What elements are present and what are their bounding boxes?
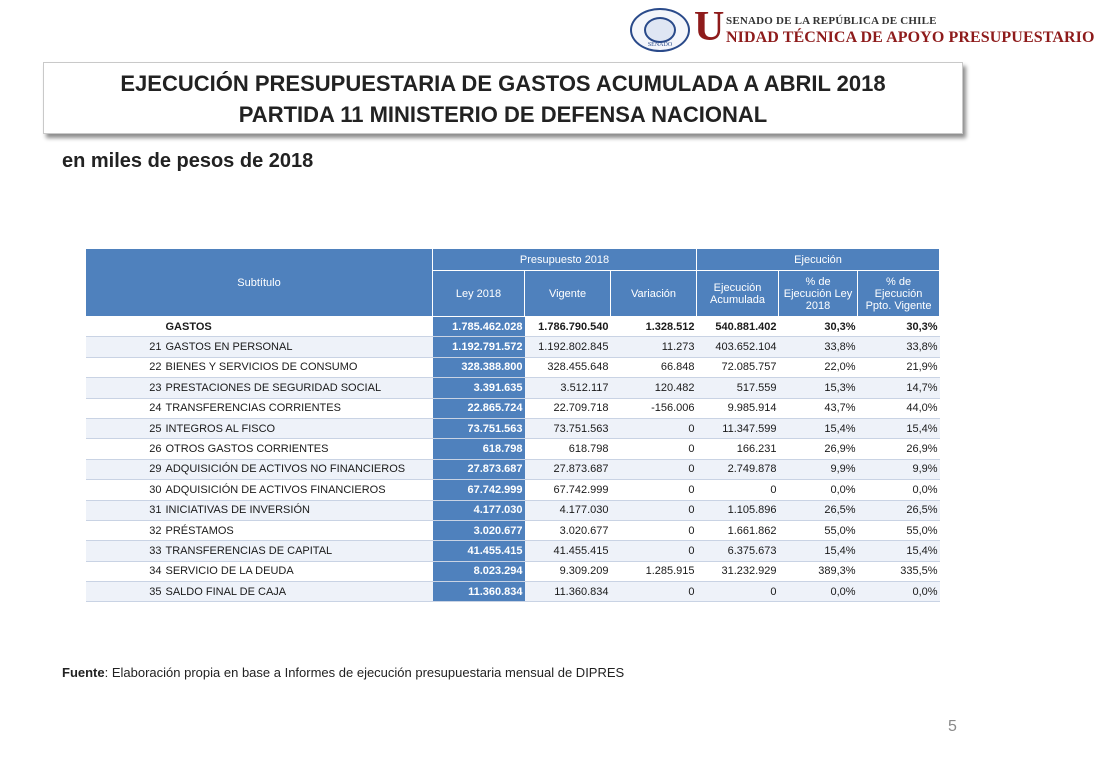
row-vigente: 3.512.117 [525,378,611,398]
budget-execution-table [85,248,940,602]
row-pct-vigente: 335,5% [858,561,940,581]
row-variacion: 66.848 [611,357,697,377]
brand-unit-name: NIDAD TÉCNICA DE APOYO PRESUPUESTARIO [726,29,1095,46]
row-ejecucion-acumulada: 2.749.878 [697,459,779,479]
row-code: 29 [86,459,164,479]
row-ejecucion-acumulada: 72.085.757 [697,357,779,377]
row-name: INTEGROS AL FISCO [164,418,433,438]
table-row [86,582,940,602]
row-ejecucion-acumulada: 11.347.599 [697,418,779,438]
units-subtitle: en miles de pesos de 2018 [62,150,314,172]
row-pct-ley: 0,0% [779,582,858,602]
row-ley-2018: 8.023.294 [433,561,525,581]
row-vigente: 618.798 [525,439,611,459]
row-pct-ley: 33,8% [779,337,858,357]
row-variacion: 0 [611,459,697,479]
row-pct-vigente: 0,0% [858,480,940,500]
row-name: OTROS GASTOS CORRIENTES [164,439,433,459]
brand-initial: U [694,4,725,50]
row-variacion: 1.328.512 [611,317,697,337]
row-pct-vigente: 0,0% [858,582,940,602]
seal-emblem [644,17,676,43]
row-pct-ley: 0,0% [779,480,858,500]
row-ley-2018: 73.751.563 [433,418,525,438]
header-variacion: Variación [611,271,697,317]
header-ejecucion-acumulada: Ejecución Acumulada [697,271,779,317]
table-row [86,357,940,377]
row-pct-ley: 30,3% [779,317,858,337]
row-pct-ley: 15,3% [779,378,858,398]
row-pct-vigente: 15,4% [858,418,940,438]
row-pct-ley: 15,4% [779,541,858,561]
row-ley-2018: 3.020.677 [433,520,525,540]
table-body [86,317,940,602]
row-name: PRESTACIONES DE SEGURIDAD SOCIAL [164,378,433,398]
row-ejecucion-acumulada: 9.985.914 [697,398,779,418]
row-ley-2018: 67.742.999 [433,480,525,500]
row-vigente: 9.309.209 [525,561,611,581]
row-pct-vigente: 26,9% [858,439,940,459]
row-ley-2018: 3.391.635 [433,378,525,398]
row-name: TRANSFERENCIAS CORRIENTES [164,398,433,418]
header-presupuesto: Presupuesto 2018 [433,249,697,271]
table-row [86,520,940,540]
table-row [86,459,940,479]
row-ley-2018: 328.388.800 [433,357,525,377]
row-ejecucion-acumulada: 540.881.402 [697,317,779,337]
row-pct-ley: 15,4% [779,418,858,438]
header-ley: Ley 2018 [433,271,525,317]
row-code [86,317,164,337]
page-number: 5 [948,718,957,735]
row-vigente: 3.020.677 [525,520,611,540]
table-row [86,541,940,561]
row-code: 32 [86,520,164,540]
header-pct-vigente: % de Ejecución Ppto. Vigente [858,271,940,317]
row-pct-ley: 26,5% [779,500,858,520]
table-row [86,398,940,418]
row-name: ADQUISICIÓN DE ACTIVOS FINANCIEROS [164,480,433,500]
header-pct-ley: % de Ejecución Ley 2018 [779,271,858,317]
row-variacion: -156.006 [611,398,697,418]
row-ley-2018: 618.798 [433,439,525,459]
row-pct-ley: 55,0% [779,520,858,540]
brand-institution: SENADO DE LA REPÚBLICA DE CHILE [726,15,937,27]
senado-seal-logo [630,8,692,54]
header-ejecucion: Ejecución [697,249,940,271]
row-ejecucion-acumulada: 31.232.929 [697,561,779,581]
row-code: 21 [86,337,164,357]
header-subtitulo: Subtítulo [86,249,433,317]
source-note [62,665,624,680]
row-variacion: 120.482 [611,378,697,398]
row-name: INICIATIVAS DE INVERSIÓN [164,500,433,520]
table-row [86,439,940,459]
row-ejecucion-acumulada: 517.559 [697,378,779,398]
row-name: GASTOS EN PERSONAL [164,337,433,357]
row-vigente: 1.192.802.845 [525,337,611,357]
row-pct-vigente: 55,0% [858,520,940,540]
row-code: 22 [86,357,164,377]
row-code: 25 [86,418,164,438]
row-vigente: 328.455.648 [525,357,611,377]
row-name: BIENES Y SERVICIOS DE CONSUMO [164,357,433,377]
table-row [86,378,940,398]
row-variacion: 0 [611,582,697,602]
row-ley-2018: 4.177.030 [433,500,525,520]
row-ley-2018: 11.360.834 [433,582,525,602]
table-row [86,561,940,581]
row-variacion: 0 [611,541,697,561]
row-name: SERVICIO DE LA DEUDA [164,561,433,581]
row-name: PRÉSTAMOS [164,520,433,540]
row-vigente: 41.455.415 [525,541,611,561]
row-code: 33 [86,541,164,561]
seal-text: SENADO [647,42,673,48]
row-pct-vigente: 21,9% [858,357,940,377]
row-code: 31 [86,500,164,520]
row-name: TRANSFERENCIAS DE CAPITAL [164,541,433,561]
row-code: 23 [86,378,164,398]
row-ley-2018: 22.865.724 [433,398,525,418]
row-vigente: 73.751.563 [525,418,611,438]
row-vigente: 11.360.834 [525,582,611,602]
row-pct-ley: 389,3% [779,561,858,581]
row-vigente: 27.873.687 [525,459,611,479]
row-ley-2018: 1.192.791.572 [433,337,525,357]
row-pct-vigente: 15,4% [858,541,940,561]
row-vigente: 22.709.718 [525,398,611,418]
row-variacion: 0 [611,500,697,520]
row-variacion: 0 [611,480,697,500]
row-code: 35 [86,582,164,602]
row-ejecucion-acumulada: 166.231 [697,439,779,459]
row-ejecucion-acumulada: 0 [697,582,779,602]
row-name: SALDO FINAL DE CAJA [164,582,433,602]
row-ley-2018: 1.785.462.028 [433,317,525,337]
row-ejecucion-acumulada: 403.652.104 [697,337,779,357]
row-variacion: 0 [611,439,697,459]
row-vigente: 4.177.030 [525,500,611,520]
table-row [86,418,940,438]
source-text: : Elaboración propia en base a Informes de ejecución presupuestaria mensual de DIPRES [104,665,625,680]
table-row [86,500,940,520]
slide-title-line2: PARTIDA 11 MINISTERIO DE DEFENSA NACIONAL [238,102,768,127]
row-variacion: 0 [611,520,697,540]
row-pct-ley: 22,0% [779,357,858,377]
table-row [86,480,940,500]
row-variacion: 1.285.915 [611,561,697,581]
row-ley-2018: 41.455.415 [433,541,525,561]
row-ejecucion-acumulada: 1.105.896 [697,500,779,520]
row-name: ADQUISICIÓN DE ACTIVOS NO FINANCIEROS [164,459,433,479]
row-code: 34 [86,561,164,581]
row-vigente: 67.742.999 [525,480,611,500]
table-row [86,317,940,337]
row-variacion: 0 [611,418,697,438]
row-ley-2018: 27.873.687 [433,459,525,479]
row-vigente: 1.786.790.540 [525,317,611,337]
row-ejecucion-acumulada: 0 [697,480,779,500]
row-name: GASTOS [164,317,433,337]
row-pct-vigente: 14,7% [858,378,940,398]
row-pct-ley: 43,7% [779,398,858,418]
row-pct-vigente: 33,8% [858,337,940,357]
source-label: Fuente [62,665,105,680]
slide-title-box [43,62,963,134]
slide-title-line1: EJECUCIÓN PRESUPUESTARIA DE GASTOS ACUMULADA A ABRIL 2018 [120,71,886,96]
row-code: 30 [86,480,164,500]
row-pct-vigente: 30,3% [858,317,940,337]
row-pct-ley: 26,9% [779,439,858,459]
row-ejecucion-acumulada: 1.661.862 [697,520,779,540]
row-variacion: 11.273 [611,337,697,357]
table-row [86,337,940,357]
header-vigente: Vigente [525,271,611,317]
row-pct-vigente: 44,0% [858,398,940,418]
row-pct-vigente: 9,9% [858,459,940,479]
row-pct-ley: 9,9% [779,459,858,479]
row-code: 24 [86,398,164,418]
row-pct-vigente: 26,5% [858,500,940,520]
row-code: 26 [86,439,164,459]
row-ejecucion-acumulada: 6.375.673 [697,541,779,561]
